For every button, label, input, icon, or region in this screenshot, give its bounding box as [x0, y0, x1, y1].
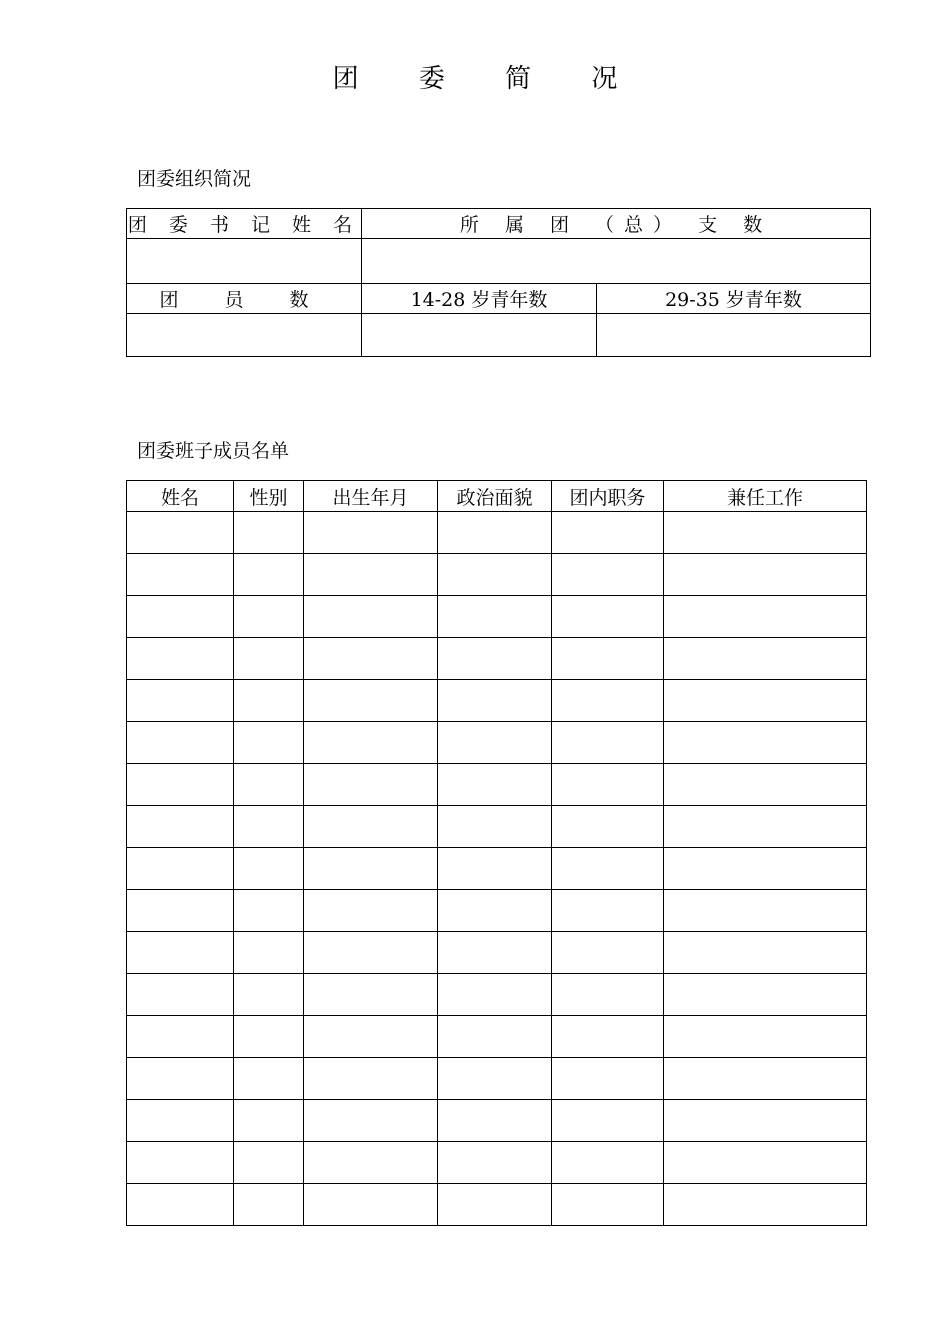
member-count-header: 团 员 数 [127, 284, 362, 314]
cell-birth-date[interactable] [304, 932, 438, 974]
cell-gender[interactable] [234, 932, 304, 974]
cell-birth-date[interactable] [304, 638, 438, 680]
cell-name[interactable] [127, 1016, 234, 1058]
cell-concurrent-job[interactable] [664, 1142, 867, 1184]
cell-gender[interactable] [234, 890, 304, 932]
column-header-concurrent-job: 兼任工作 [664, 481, 867, 512]
cell-birth-date[interactable] [304, 554, 438, 596]
column-header-political-status: 政治面貌 [438, 481, 552, 512]
table-row [127, 722, 867, 764]
cell-political-status[interactable] [438, 932, 552, 974]
cell-league-position[interactable] [552, 554, 664, 596]
cell-name[interactable] [127, 596, 234, 638]
cell-concurrent-job[interactable] [664, 890, 867, 932]
cell-birth-date[interactable] [304, 596, 438, 638]
cell-birth-date[interactable] [304, 1184, 438, 1226]
cell-birth-date[interactable] [304, 764, 438, 806]
cell-league-position[interactable] [552, 1058, 664, 1100]
cell-birth-date[interactable] [304, 722, 438, 764]
youth-29-35-cell[interactable] [597, 314, 871, 357]
cell-gender[interactable] [234, 1016, 304, 1058]
cell-concurrent-job[interactable] [664, 722, 867, 764]
cell-concurrent-job[interactable] [664, 554, 867, 596]
cell-gender[interactable] [234, 974, 304, 1016]
cell-concurrent-job[interactable] [664, 1016, 867, 1058]
cell-league-position[interactable] [552, 974, 664, 1016]
cell-birth-date[interactable] [304, 512, 438, 554]
members-header-row [127, 481, 867, 512]
cell-league-position[interactable] [552, 680, 664, 722]
cell-name[interactable] [127, 1100, 234, 1142]
cell-birth-date[interactable] [304, 680, 438, 722]
cell-political-status[interactable] [438, 1142, 552, 1184]
cell-concurrent-job[interactable] [664, 806, 867, 848]
table-row [127, 848, 867, 890]
cell-gender[interactable] [234, 512, 304, 554]
member-count-cell[interactable] [127, 314, 362, 357]
cell-birth-date[interactable] [304, 848, 438, 890]
cell-political-status[interactable] [438, 1016, 552, 1058]
cell-league-position[interactable] [552, 1142, 664, 1184]
table-row [127, 512, 867, 554]
cell-league-position[interactable] [552, 1100, 664, 1142]
cell-league-position[interactable] [552, 848, 664, 890]
cell-league-position[interactable] [552, 1016, 664, 1058]
cell-league-position[interactable] [552, 512, 664, 554]
cell-concurrent-job[interactable] [664, 1184, 867, 1226]
table-row [127, 1016, 867, 1058]
cell-league-position[interactable] [552, 638, 664, 680]
cell-gender[interactable] [234, 1142, 304, 1184]
cell-name[interactable] [127, 1142, 234, 1184]
cell-political-status[interactable] [438, 806, 552, 848]
cell-birth-date[interactable] [304, 1016, 438, 1058]
cell-gender[interactable] [234, 1184, 304, 1226]
cell-concurrent-job[interactable] [664, 596, 867, 638]
cell-league-position[interactable] [552, 1184, 664, 1226]
cell-concurrent-job[interactable] [664, 1058, 867, 1100]
table-row [127, 1100, 867, 1142]
org-summary-table [126, 208, 871, 357]
cell-birth-date[interactable] [304, 890, 438, 932]
members-section-label: 团委班子成员名单 [137, 440, 290, 462]
cell-concurrent-job[interactable] [664, 932, 867, 974]
committee-members-table [126, 480, 867, 1226]
cell-concurrent-job[interactable] [664, 680, 867, 722]
table-row [127, 1142, 867, 1184]
column-header-league-position: 团内职务 [552, 481, 664, 512]
cell-name[interactable] [127, 848, 234, 890]
table-row [127, 764, 867, 806]
cell-name[interactable] [127, 1058, 234, 1100]
branch-count-cell[interactable] [362, 239, 871, 284]
cell-concurrent-job[interactable] [664, 638, 867, 680]
table-row [127, 1184, 867, 1226]
cell-league-position[interactable] [552, 890, 664, 932]
cell-name[interactable] [127, 974, 234, 1016]
cell-gender[interactable] [234, 596, 304, 638]
cell-gender[interactable] [234, 1100, 304, 1142]
cell-political-status[interactable] [438, 512, 552, 554]
cell-league-position[interactable] [552, 764, 664, 806]
cell-political-status[interactable] [438, 1100, 552, 1142]
cell-gender[interactable] [234, 764, 304, 806]
cell-political-status[interactable] [438, 722, 552, 764]
org-section-label: 团委组织简况 [137, 168, 252, 190]
cell-name[interactable] [127, 554, 234, 596]
cell-name[interactable] [127, 722, 234, 764]
youth-14-28-header: 14-28 岁青年数 [362, 284, 597, 314]
cell-concurrent-job[interactable] [664, 764, 867, 806]
table-row [127, 806, 867, 848]
table-row [127, 680, 867, 722]
cell-gender[interactable] [234, 638, 304, 680]
cell-political-status[interactable] [438, 554, 552, 596]
column-header-birth-date: 出生年月 [304, 481, 438, 512]
cell-name[interactable] [127, 806, 234, 848]
cell-political-status[interactable] [438, 638, 552, 680]
youth-29-35-header: 29-35 岁青年数 [597, 284, 871, 314]
cell-political-status[interactable] [438, 1058, 552, 1100]
cell-concurrent-job[interactable] [664, 974, 867, 1016]
cell-birth-date[interactable] [304, 1100, 438, 1142]
table-row [127, 638, 867, 680]
cell-name[interactable] [127, 1184, 234, 1226]
cell-league-position[interactable] [552, 806, 664, 848]
column-header-name: 姓名 [127, 481, 234, 512]
table-row [127, 596, 867, 638]
cell-political-status[interactable] [438, 890, 552, 932]
page-title: 团 委 简 况 [332, 64, 644, 94]
cell-name[interactable] [127, 638, 234, 680]
cell-political-status[interactable] [438, 974, 552, 1016]
cell-league-position[interactable] [552, 722, 664, 764]
cell-name[interactable] [127, 680, 234, 722]
cell-political-status[interactable] [438, 680, 552, 722]
cell-gender[interactable] [234, 680, 304, 722]
cell-gender[interactable] [234, 1058, 304, 1100]
cell-concurrent-job[interactable] [664, 848, 867, 890]
secretary-name-header: 团 委 书 记 姓 名 [127, 209, 362, 239]
cell-league-position[interactable] [552, 932, 664, 974]
table-row [127, 1058, 867, 1100]
cell-name[interactable] [127, 890, 234, 932]
branch-count-header: 所 属 团 （总） 支 数 [362, 209, 871, 239]
cell-political-status[interactable] [438, 764, 552, 806]
table-row [127, 932, 867, 974]
cell-gender[interactable] [234, 806, 304, 848]
cell-political-status[interactable] [438, 1184, 552, 1226]
cell-league-position[interactable] [552, 596, 664, 638]
secretary-name-cell[interactable] [127, 239, 362, 284]
cell-name[interactable] [127, 764, 234, 806]
table-row [127, 890, 867, 932]
cell-gender[interactable] [234, 722, 304, 764]
cell-birth-date[interactable] [304, 806, 438, 848]
table-row [127, 974, 867, 1016]
cell-gender[interactable] [234, 848, 304, 890]
cell-birth-date[interactable] [304, 1142, 438, 1184]
cell-political-status[interactable] [438, 596, 552, 638]
cell-political-status[interactable] [438, 848, 552, 890]
cell-concurrent-job[interactable] [664, 1100, 867, 1142]
youth-14-28-cell[interactable] [362, 314, 597, 357]
cell-gender[interactable] [234, 554, 304, 596]
cell-birth-date[interactable] [304, 1058, 438, 1100]
table-row [127, 554, 867, 596]
cell-concurrent-job[interactable] [664, 512, 867, 554]
cell-name[interactable] [127, 512, 234, 554]
column-header-gender: 性别 [234, 481, 304, 512]
cell-birth-date[interactable] [304, 974, 438, 1016]
cell-name[interactable] [127, 932, 234, 974]
